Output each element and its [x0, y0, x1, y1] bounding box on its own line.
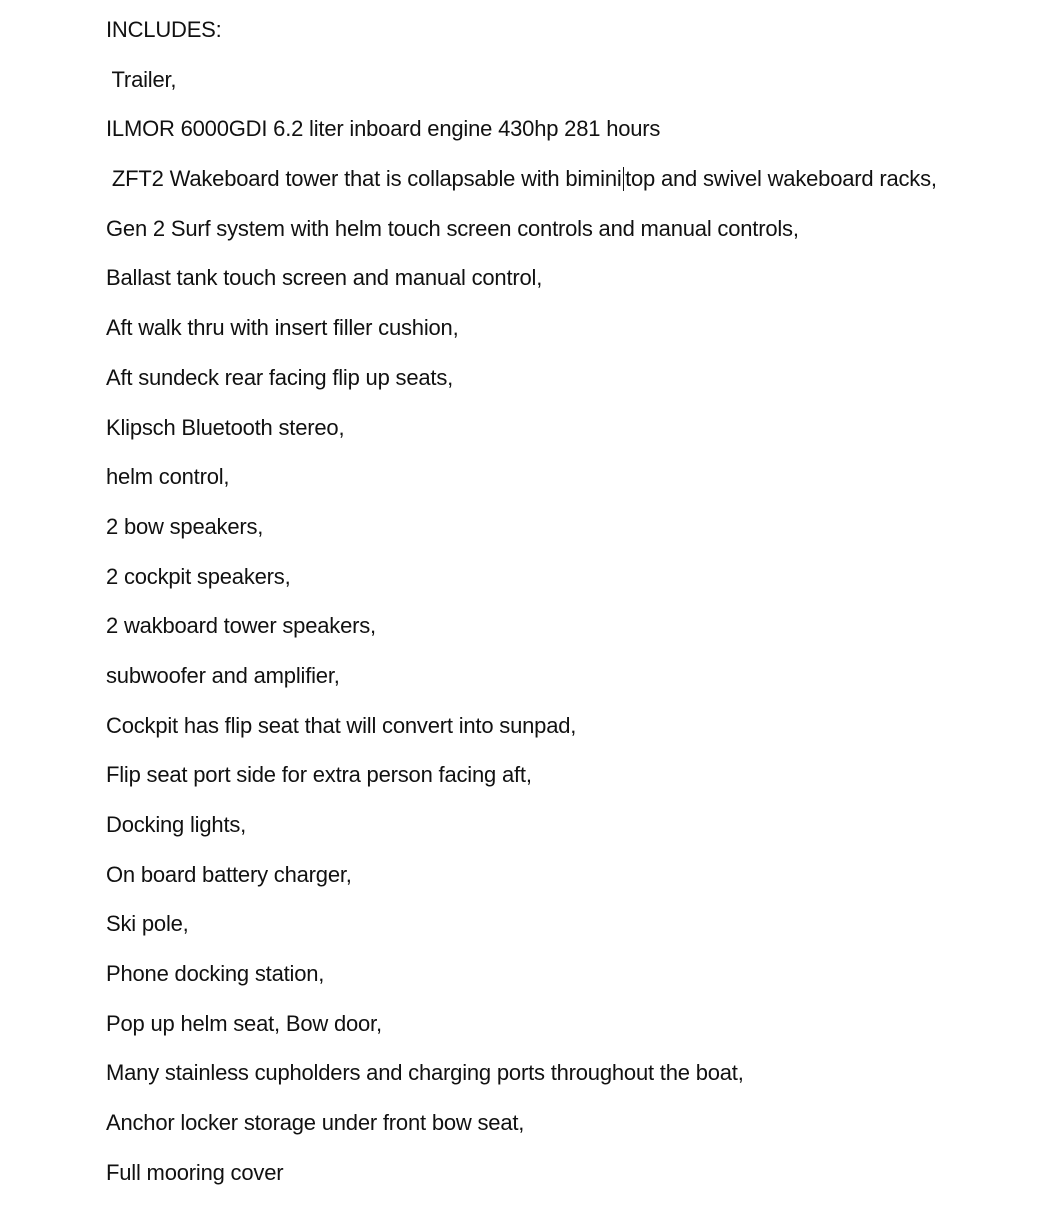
- list-item-phone-dock: Phone docking station,: [106, 961, 325, 987]
- list-item-tower-speakers: 2 wakboard tower speakers,: [106, 613, 376, 639]
- list-item-helm-control: helm control,: [106, 464, 230, 490]
- list-item-port-flip-seat: Flip seat port side for extra person facing aft,: [106, 762, 532, 788]
- list-item-battery-charger: On board battery charger,: [106, 861, 352, 887]
- list-item-mooring-cover: Full mooring cover: [106, 1159, 284, 1185]
- list-item-ballast: Ballast tank touch screen and manual control,: [106, 265, 543, 291]
- list-item-anchor-locker: Anchor locker storage under front bow seat,: [106, 1110, 525, 1136]
- list-item-docking-lights: Docking lights,: [106, 812, 247, 837]
- document-body[interactable]: [106, 14, 1046, 1207]
- list-item-bow-speakers: 2 bow speakers,: [106, 513, 264, 539]
- list-item-trailer: Trailer,: [106, 66, 177, 92]
- list-item-aft-walk-thru: Aft walk thru with insert filler cushion,: [106, 315, 459, 341]
- list-item-cupholders: Many stainless cupholders and charging ports throughout the boat,: [106, 1060, 744, 1086]
- list-item-cockpit-flip-seat: Cockpit has flip seat that will convert into sunpad,: [106, 712, 577, 738]
- list-item-engine: ILMOR 6000GDI 6.2 liter inboard engine 430hp 281 hours: [106, 116, 661, 142]
- text-cursor: [623, 167, 625, 191]
- list-item-wakeboard-tower: [106, 163, 1046, 213]
- list-item-cockpit-speakers: 2 cockpit speakers,: [106, 563, 291, 589]
- list-item-helm-seat: Pop up helm seat, Bow door,: [106, 1010, 382, 1036]
- list-item-surf-system: Gen 2 Surf system with helm touch screen controls and manual controls,: [106, 215, 799, 241]
- tower-text-after-cursor: top and swivel wakeboard racks,: [625, 166, 937, 192]
- list-item-ski-pole: Ski pole,: [106, 911, 189, 937]
- list-item-aft-sundeck: Aft sundeck rear facing flip up seats,: [106, 364, 454, 390]
- includes-heading: INCLUDES:: [106, 17, 222, 42]
- list-item-stereo: Klipsch Bluetooth stereo,: [106, 414, 345, 440]
- tower-text-before-cursor: ZFT2 Wakeboard tower that is collapsable with bimini: [106, 166, 622, 192]
- list-item-subwoofer: subwoofer and amplifier,: [106, 662, 340, 688]
